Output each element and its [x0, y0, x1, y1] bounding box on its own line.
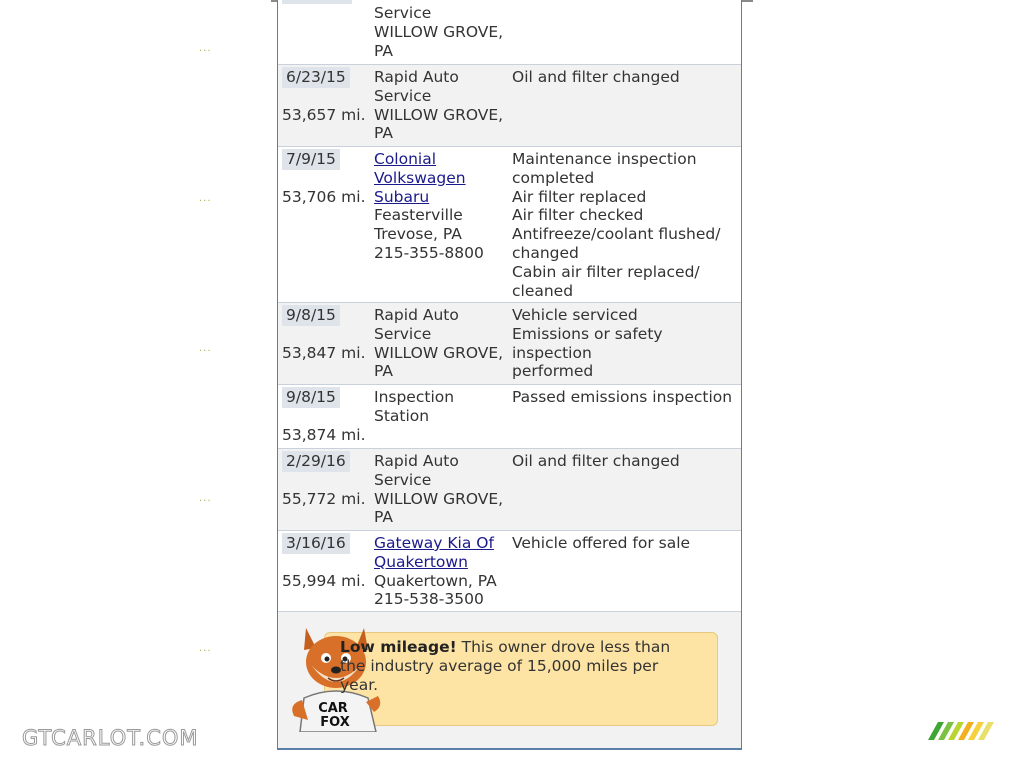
source-line: Rapid Auto [374, 306, 459, 324]
history-table [277, 0, 742, 750]
detail-line: Vehicle serviced [512, 306, 638, 324]
detail-line: cleaned [512, 281, 574, 300]
source-line: PA [374, 362, 393, 381]
detail-line: completed [512, 168, 595, 187]
service-date: 9/8/15 [282, 387, 340, 408]
source-cell [374, 4, 514, 60]
source-line: WILLOW GROVE, [374, 22, 504, 41]
detail-line: performed [512, 362, 594, 381]
detail-line: changed [512, 243, 579, 262]
details-cell [512, 68, 742, 87]
dealer-link[interactable]: Quakertown [374, 552, 468, 571]
detail-line: Cabin air filter replaced/ [512, 262, 700, 281]
row-marker-dots: ... [199, 643, 212, 654]
source-cell [374, 150, 514, 263]
detail-line: Antifreeze/coolant flushed/ [512, 225, 721, 244]
service-date: 9/8/15 [282, 305, 340, 326]
service-date: 6/23/15 [282, 67, 350, 88]
table-row [278, 531, 741, 612]
source-line: Trevose, PA [374, 225, 462, 244]
source-line: Service [374, 4, 432, 22]
service-date: 7/9/15 [282, 149, 340, 170]
source-line: PA [374, 124, 393, 143]
dealer-link[interactable]: Volkswagen [374, 168, 466, 187]
dealer-link[interactable]: Subaru [374, 187, 430, 206]
source-line: WILLOW GROVE, [374, 105, 504, 124]
notice-heading: Low mileage! [340, 638, 457, 656]
service-date: 2/29/16 [282, 451, 350, 472]
odometer-reading: 53,706 mi. [282, 188, 366, 206]
dealer-link[interactable]: Colonial [374, 150, 437, 168]
odometer-reading: 55,994 mi. [282, 572, 366, 590]
source-line: Service [374, 324, 432, 343]
detail-line: Air filter replaced [512, 187, 647, 206]
odometer-reading: 53,657 mi. [282, 106, 366, 124]
dealer-link[interactable]: Gateway Kia Of [374, 534, 494, 552]
source-cell [374, 306, 514, 381]
source-line: PA [374, 508, 393, 527]
source-line: Service [374, 470, 432, 489]
source-line: Service [374, 86, 432, 105]
details-cell [512, 388, 742, 407]
detail-line: Passed emissions inspection [512, 388, 733, 406]
source-cell [374, 388, 514, 426]
source-line: Rapid Auto [374, 452, 459, 470]
source-line: Quakertown, PA [374, 571, 497, 590]
detail-line: Air filter checked [512, 206, 644, 225]
source-line: 215-355-8800 [374, 243, 484, 262]
details-cell [512, 150, 742, 300]
source-line: 215-538-3500 [374, 590, 484, 609]
service-date: 3/16/16 [282, 533, 350, 554]
source-line: Inspection Station [374, 388, 455, 425]
table-row [278, 303, 741, 385]
odometer-reading: 53,847 mi. [282, 344, 366, 362]
low-mileage-section [278, 612, 741, 750]
mascot-shirt-text: CAR [318, 701, 348, 716]
site-watermark: GTCARLOT.COM [22, 726, 199, 750]
source-cell [374, 534, 514, 609]
table-row [278, 65, 741, 147]
notice-body: This owner drove less than the industry average of 15,000 miles per year. [340, 638, 671, 694]
source-line: Feasterville [374, 206, 463, 225]
table-row [278, 0, 741, 65]
date-chip [282, 0, 352, 4]
row-marker-dots: ... [199, 343, 212, 354]
detail-line: Oil and filter changed [512, 452, 680, 470]
source-cell [374, 68, 514, 143]
detail-line: Maintenance inspection [512, 150, 697, 168]
row-marker-dots: ... [199, 493, 212, 504]
brand-stripes-logo [920, 720, 1000, 742]
table-row [278, 385, 741, 449]
table-row [278, 449, 741, 531]
detail-line: Oil and filter changed [512, 68, 680, 86]
details-cell [512, 452, 742, 471]
details-cell [512, 534, 742, 553]
source-line: Rapid Auto [374, 68, 459, 86]
source-line: PA [374, 41, 393, 60]
notice-text [340, 638, 680, 695]
source-line: WILLOW GROVE, [374, 489, 504, 508]
row-marker-dots: ... [199, 193, 212, 204]
source-line: WILLOW GROVE, [374, 343, 504, 362]
source-cell [374, 452, 514, 527]
row-marker-dots: ... [199, 43, 212, 54]
detail-line: Emissions or safety inspection [512, 324, 663, 362]
table-row [278, 147, 741, 303]
odometer-reading: 55,772 mi. [282, 490, 366, 508]
odometer-reading: 53,874 mi. [282, 426, 366, 444]
detail-line: Vehicle offered for sale [512, 534, 691, 552]
details-cell [512, 306, 742, 381]
mascot-shirt-text: FOX [320, 715, 350, 730]
